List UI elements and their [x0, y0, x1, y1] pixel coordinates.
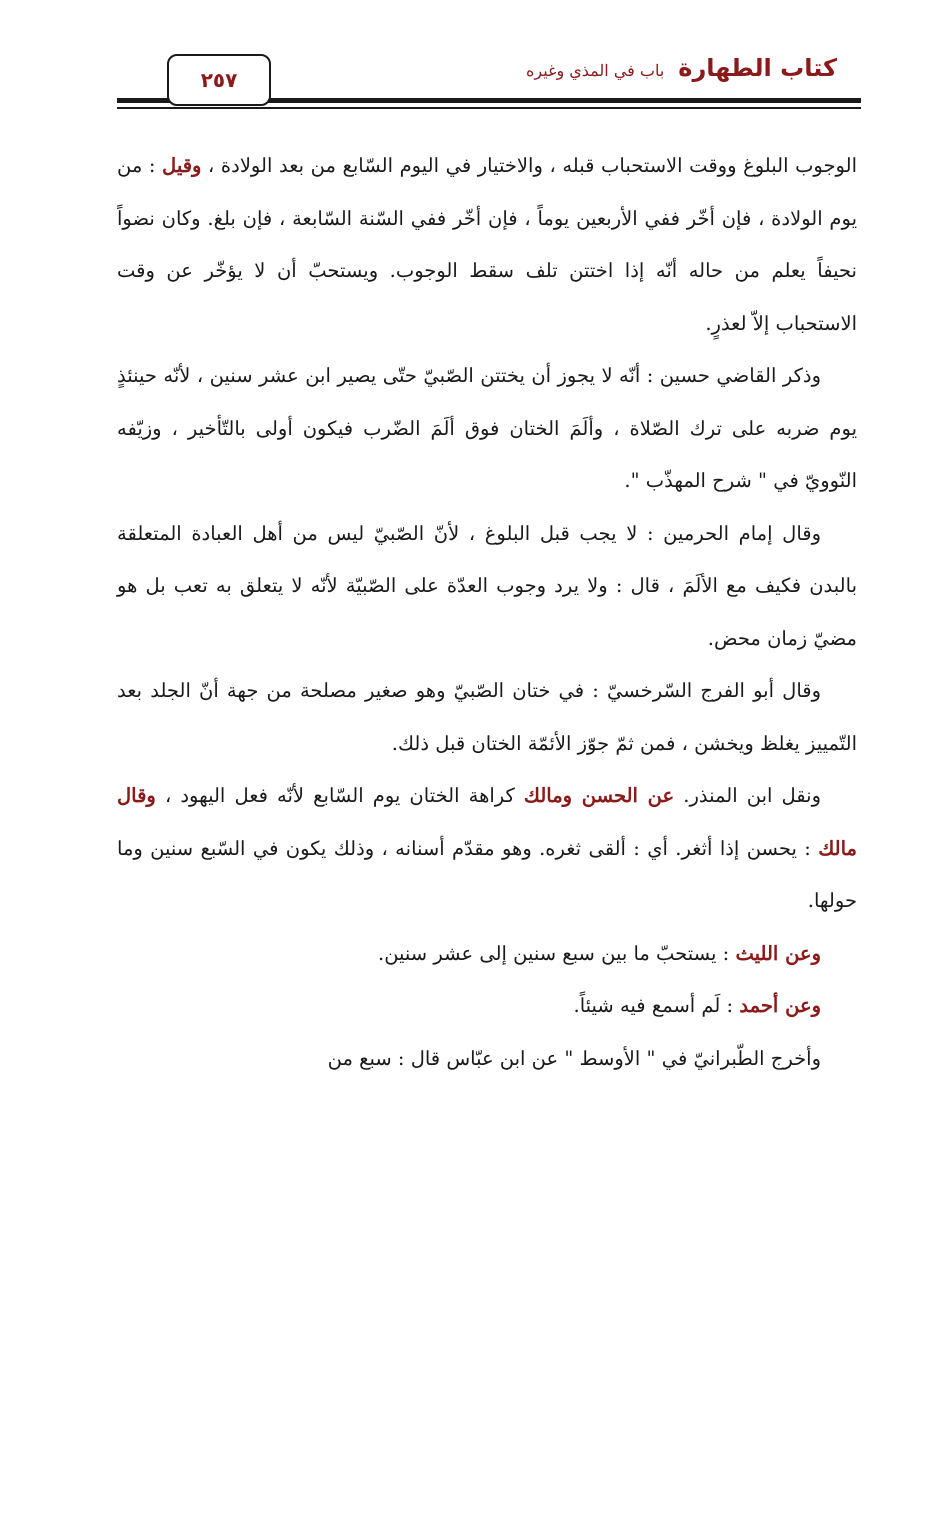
text-segment: الوجوب البلوغ ووقت الاستحباب قبله ، والاختيار في اليوم السّابع من بعد الولادة ،: [201, 154, 857, 177]
paragraph-p7: [117, 980, 857, 1033]
paragraph-p6: [117, 928, 857, 981]
text-segment: وقال أبو الفرج السّرخسيّ : في ختان الصّبيّ وهو صغير مصلحة من جهة أنّ الجلد بعد التّمييز يغلظ ويخشن ، فمن ثمّ جوّز الأئمّة الختان قبل ذلك.: [117, 679, 857, 755]
header-rule-thin: [117, 107, 861, 109]
highlighted-name: وعن الليث: [735, 941, 821, 965]
text-segment: وذكر القاضي حسين : أنّه لا يجوز أن يختتن الصّبيّ حتّى يصير ابن عشر سنين ، لأنّه حينئذٍ يوم ضربه على ترك الصّلاة ، وألَمَ الختان فوق ألَمَ الضّرب فيكون أولى بالتّأخير ، وزيّفه النّوويّ في " شرح المهذّب ".: [117, 364, 857, 492]
paragraph-p2: [117, 350, 857, 508]
highlighted-name: وقال مالك: [117, 784, 857, 860]
highlighted-name: عن الحسن ومالك: [523, 784, 675, 807]
text-segment: وقال إمام الحرمين : لا يجب قبل البلوغ ، لأنّ الصّبيّ ليس من أهل العبادة المتعلقة بالبدن فكيف مع الألَمَ ، قال : ولا يرد وجوب العدّة على الصّبيّة لأنّه لا يتعلق به تعب بل هو مضيّ زمان محض.: [117, 521, 857, 650]
page-number: ٢٥٧: [167, 54, 271, 106]
paragraph-p8: [117, 1033, 857, 1086]
paragraph-p5: [117, 770, 857, 928]
text-segment: : من يوم الولادة ، فإن أخّر ففي الأربعين يوماً ، فإن أخّر ففي السّنة السّابعة ، فإن بلغ. وكان نضواً نحيفاً يعلم من حاله أنّه إذا اختتن تلف سقط الوجوب. ويستحبّ أن لا يؤخّر عن وقت الاستحباب إلاّ لعذرٍ.: [117, 154, 857, 335]
text-segment: : يحسن إذا أثغر. أي : ألقى ثغره. وهو مقدّم أسنانه ، وذلك يكون في السّبع سنين وما حولها.: [117, 836, 857, 912]
text-segment: وأخرج الطّبرانيّ في " الأوسط " عن ابن عبّاس قال : سبع من: [327, 1046, 821, 1070]
text-segment: : لَم أسمع فيه شيئاً.: [573, 994, 740, 1017]
page-body: [117, 140, 857, 1085]
paragraph-p4: [117, 665, 857, 770]
running-title: [526, 54, 837, 82]
paragraph-p1: [117, 140, 857, 350]
paragraph-p3: [117, 508, 857, 666]
chapter-title: باب في المذي وغيره: [526, 61, 665, 80]
text-segment: كراهة الختان يوم السّابع لأنّه فعل اليهود ،: [155, 784, 524, 807]
book-title: كتاب الطهارة: [678, 54, 837, 82]
page-header: [117, 50, 861, 112]
text-segment: : يستحبّ ما بين سبع سنين إلى عشر سنين.: [378, 941, 736, 965]
highlighted-name: وعن أحمد: [739, 994, 821, 1017]
highlighted-name: وقيل: [162, 154, 202, 177]
text-segment: ونقل ابن المنذر.: [674, 784, 821, 807]
